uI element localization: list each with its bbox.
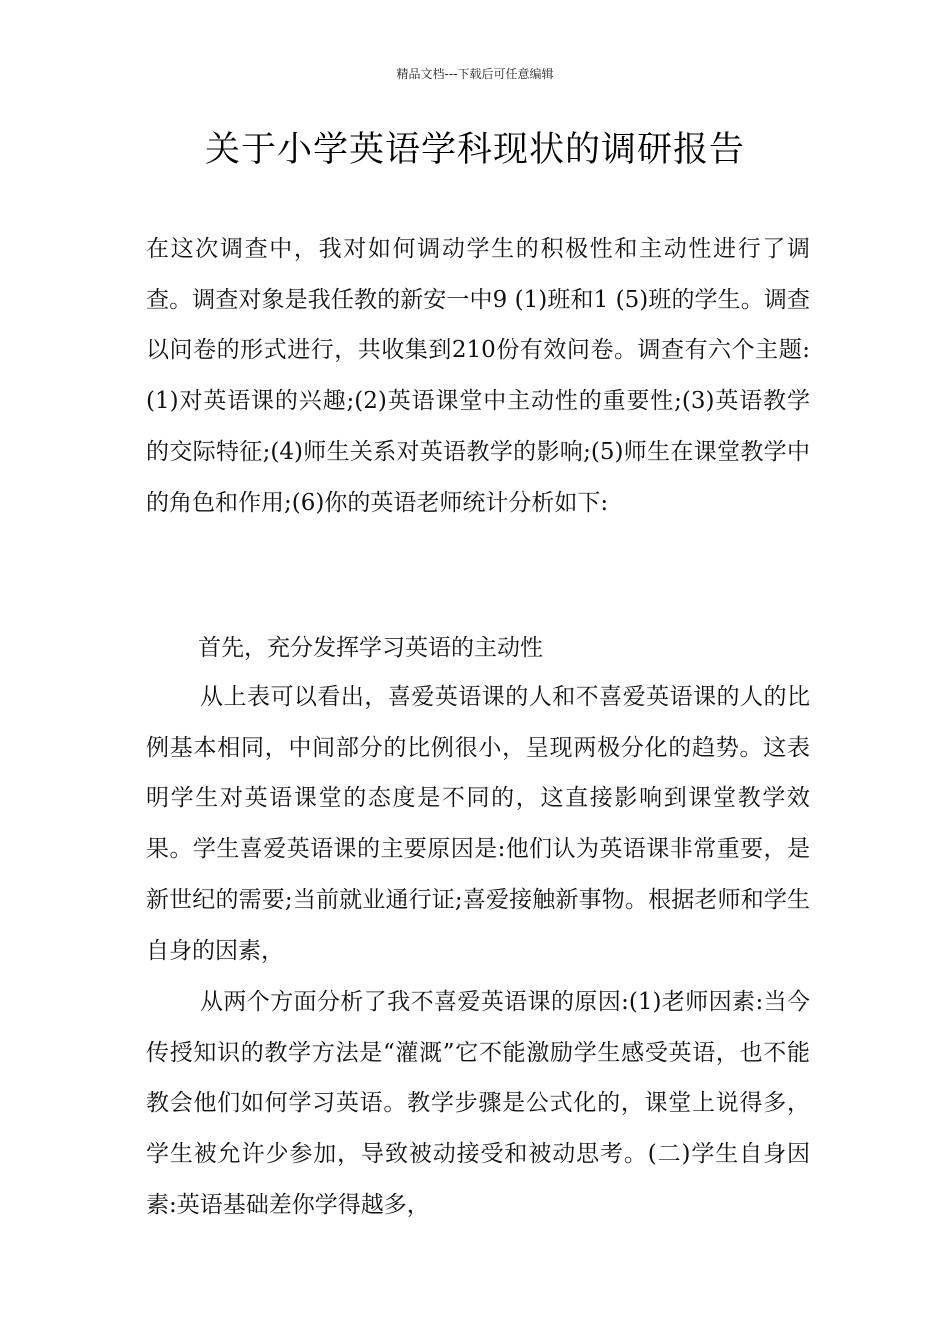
document-title: 关于小学英语学科现状的调研报告	[204, 130, 745, 170]
intro-paragraph: 在这次调查中，我对如何调动学生的积极性和主动性进行了调查。调查对象是我任教的新安一中9 (1)班和1 (5)班的学生。调查以问卷的形式进行，共收集到210份有效问卷。调查有六个主题:(1)对英语课的兴趣;(2)英语课堂中主动性的重要性;(3)英语教学的交际特征;(4)师生关系对英语教学的影响;(5)师生在课堂教学中的角色和作用;(6)你的英语老师统计分析如下:	[146, 236, 810, 516]
analysis-paragraph: 从上表可以看出，喜爱英语课的人和不喜爱英语课的人的比例基本相同，中间部分的比例很小，呈现两极分化的趋势。这表明学生对英语课堂的态度是不同的，这直接影响到课堂教学效果。学生喜爱英语课的主要原因是:他们认为英语课非常重要，是新世纪的需要;当前就业通行证;喜爱接触新事物。根据老师和学生自身的因素，	[146, 684, 810, 964]
header-note: 精品文档---下载后可任意编辑	[396, 67, 554, 81]
section-heading: 首先，充分发挥学习英语的主动性	[198, 635, 543, 661]
reasons-paragraph: 从两个方面分析了我不喜爱英语课的原因:(1)老师因素:当今传授知识的教学方法是“灌溉”它不能激励学生感受英语，也不能教会他们如何学习英语。教学步骤是公式化的，课堂上说得多，学生被允许少参加，导致被动接受和被动思考。(二)学生自身因素:英语基础差你学得越多，	[146, 989, 810, 1218]
